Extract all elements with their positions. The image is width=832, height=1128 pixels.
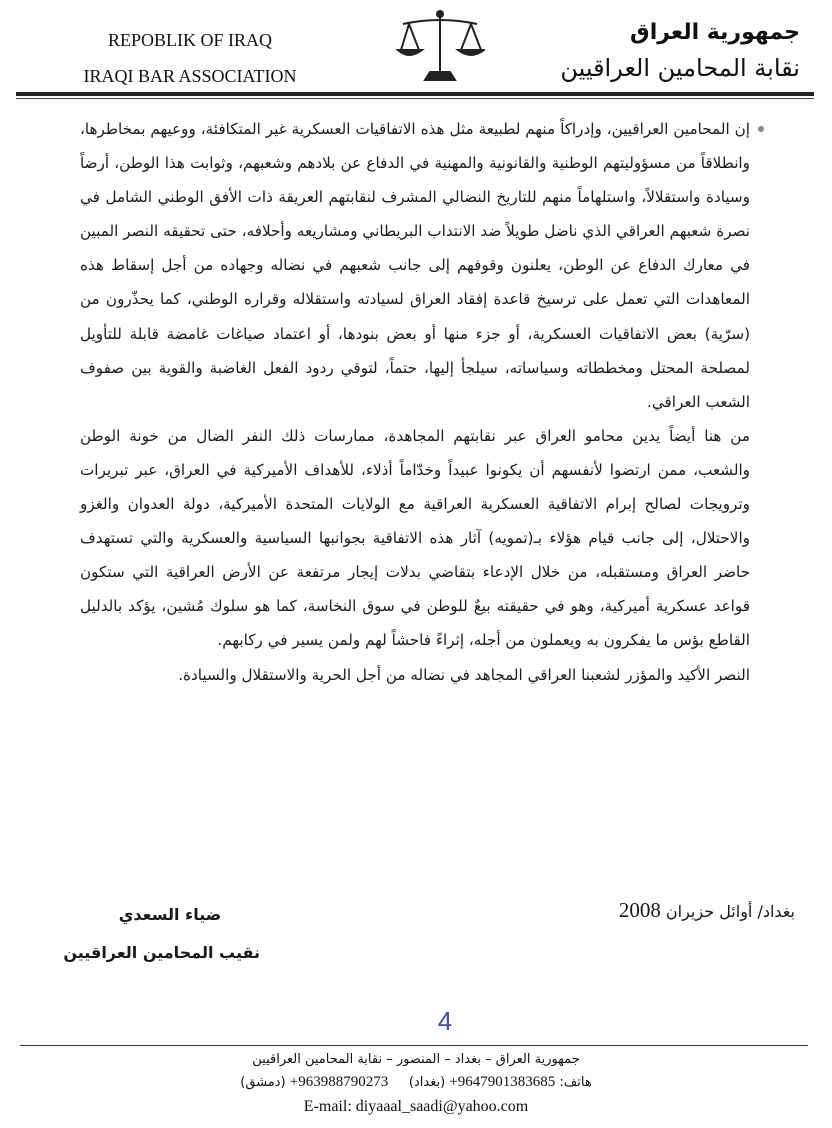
phone-damascus: +963988790273 xyxy=(289,1074,389,1090)
body-paragraph-1: إن المحامين العراقيين، وإدراكاً منهم لطبيعة مثل هذه الاتفاقيات العسكرية غير المتكافئة، ووعيهم بمخاطرها، وانطلاقاً من مسؤوليتهم الوطنية والقانونية والمهنية في الدفاع عن بلادهم وشعبهم، وثوابت هذا الوطن، أرضاً وسيادة واستقلالاً، واستلهاماً منهم للتاريخ النضالي المشرف لنقابتهم العريقة ذات الأفق الوطني الشامل في نصرة شعبهم العراقي الذي ناضل طويلاً ضد الانتداب البريطاني ومشاريعه وأحلافه، حتى تحقيقه النصر المبين في معارك الدفاع عن الوطن، يعلنون وقوفهم إلى جانب شعبهم في نضاله وجهاده من أجل إسقاط هذه المعاهدات التي تعمل على ترسيخ قاعدة إفقاد العراق لسيادته واستقلاله وقراره الوطني، كما يحذّرون من (سرّية) بعض الاتفاقيات العسكرية، أو جزء منها أو بعض بنودها، أو اعتماد صياغات غامضة قابلة للتأويل لمصلحة المحتل ومخططاته وسياساته، سيلجأ إليها، حتماً، لتوقي ردود الفعل الغاضبة والقوية بين صفوف الشعب العراقي. xyxy=(80,120,750,411)
letterhead-country-en: REPOBLIK OF IRAQ xyxy=(107,30,272,50)
phone-damascus-city: (دمشق) xyxy=(240,1075,286,1090)
letterhead-country-ar: جمهورية العراق xyxy=(630,20,800,45)
date-year: 2008 xyxy=(618,898,661,922)
body-paragraph-2: من هنا أيضاً يدين محامو العراق عبر نقابتهم المجاهدة، ممارسات ذلك النفر الضال من خونة الوطن والشعب، ممن ارتضوا لأنفسهم أن يكونوا عبيداً وخدّاماً أذلاء، للأهداف الأميركية في العراق، عبر تبريرات وترويجات لصالح إبرام الاتفاقية العسكرية العراقية مع الولايات المتحدة الأميركية، دولة العدوان والغزو والاحتلال، إلى جانب قيام هؤلاء بـ(تمويه) آثار هذه الاتفاقية بجوانبها السياسية والعسكرية والتي تستهدف حاضر العراق ومستقبله، من خلال الإدعاء بتقاضي بدلات إيجار مرتفعة عن الأرض العراقية التي ستكون قواعد عسكرية أميركية، وهو في حقيقته بيعٌ للوطن في سوق النخاسة، كما هو سلوك مُشين، يؤكد بالدليل القاطع بؤس ما يفكرون به ويعملون من أجله، إثراءً فاحشاً لهم ولمن يسير في ركابهم. xyxy=(80,426,750,650)
footer-email: E-mail: diyaaal_saadi@yahoo.com xyxy=(303,1098,529,1115)
letterhead-divider-thin xyxy=(16,98,814,99)
footer-address: جمهورية العراق – بغداد – المنصور – نقابة المحامين العراقيين xyxy=(252,1052,580,1067)
place-date-line xyxy=(520,898,795,923)
signatory-title: نقيب المحامين العراقيين xyxy=(63,943,260,962)
phone-baghdad-city: (بغداد) xyxy=(408,1075,446,1090)
letterhead-arabic xyxy=(550,18,800,88)
footer-divider xyxy=(20,1045,808,1046)
letter-body xyxy=(80,112,750,692)
page-number: 4 xyxy=(437,1006,453,1036)
phone-label: هاتف: xyxy=(559,1075,592,1090)
phone-baghdad: +9647901383685 xyxy=(449,1074,556,1090)
scales-of-justice-icon xyxy=(395,8,485,88)
bullet-dot xyxy=(758,126,764,132)
body-paragraph-3: النصر الأكيد والمؤزر لشعبنا العراقي المجاهد في نضاله من أجل الحرية والاستقلال والسيادة. xyxy=(178,665,750,684)
footer-phones xyxy=(0,1074,832,1091)
signatory-name: ضياء السعدي xyxy=(118,905,222,924)
letterhead-association-en: IRAQI BAR ASSOCIATION xyxy=(83,66,297,86)
place-date: بغداد/ أوائل حزيران xyxy=(665,902,795,921)
letterhead-divider-thick xyxy=(16,92,814,96)
letterhead-association-ar: نقابة المحامين العراقيين xyxy=(560,54,800,82)
letterhead-english xyxy=(60,22,320,94)
